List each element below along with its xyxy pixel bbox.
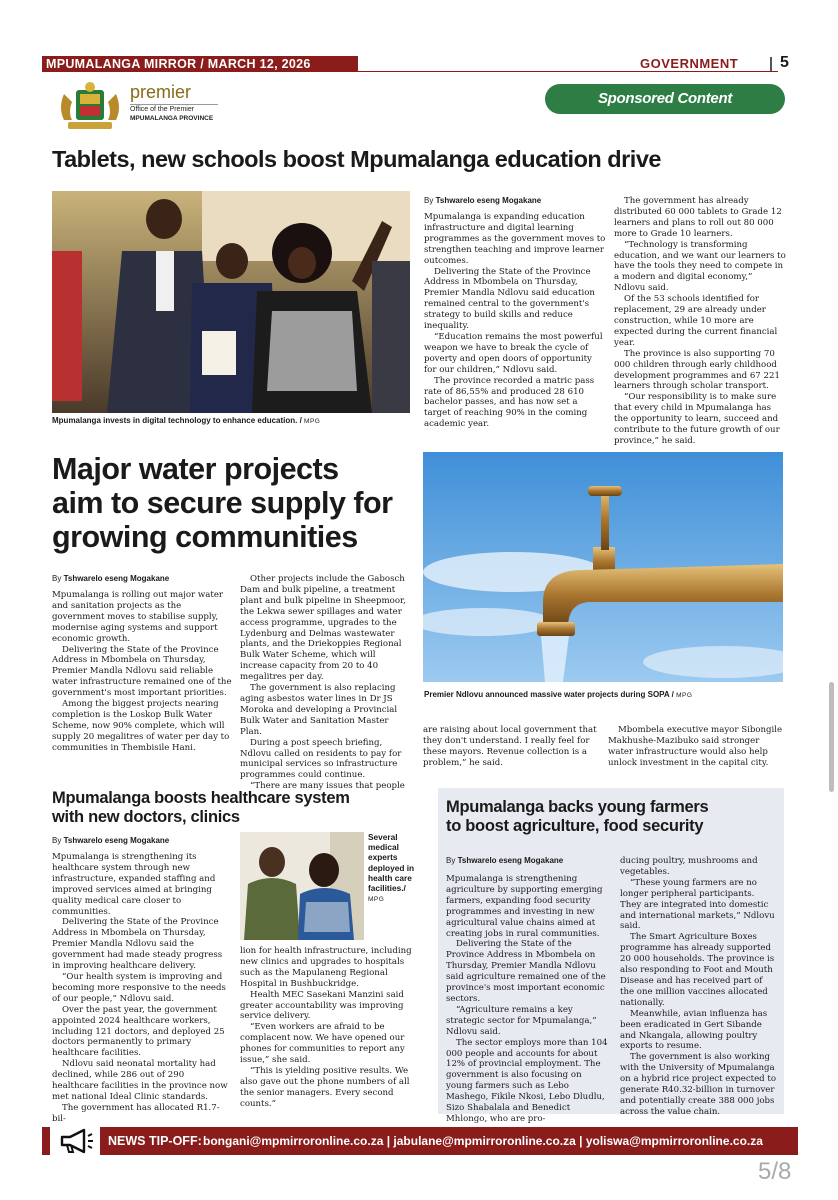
a3-byline-prefix: By xyxy=(52,836,62,845)
a4-c2-p5: The government is also working with the University of Mpumalanga on a hybrid rice project expected to generate R40.32-billion in turnover and potentially create 388 000 jobs across the value chain. xyxy=(620,1052,777,1117)
a4-c1-p4: The sector employs more than 104 000 people and accounts for about 12% of provincial employment. The government is also focusing on young farmers such as Lebo Mashego, Fikile Nkosi, Lebo Dludlu, Sizo Shabalala and Benedict Mhlongo, who are pro- xyxy=(446,1037,608,1124)
a1-c2-p1: The government has already distributed 60 000 tablets to Grade 12 learners and plans to roll out 80 000 more to Grade 10 learners. xyxy=(614,196,782,239)
footer-label: NEWS TIP-OFF: xyxy=(108,1134,202,1148)
sponsored-badge: Sponsored Content xyxy=(545,84,785,114)
a2-byline xyxy=(52,574,169,583)
masthead-title: MPUMALANGA MIRROR / MARCH 12, 2026 xyxy=(46,57,311,71)
page-number: 5 xyxy=(780,54,789,71)
a3-c1-p6: The government has allocated R1.7-bil- xyxy=(52,1102,220,1124)
a2-c1-p1: Mpumalanga is rolling out major water and sanitation projects as the government moves to stabilise supply, modernise aging systems and support economic growth. xyxy=(52,590,224,644)
a3-caption-credit: MPG xyxy=(368,896,385,904)
a2-c1-p3: Among the biggest projects nearing completion is the Loskop Bulk Water Scheme, now 90% complete, which will supply 20 megalitres of water per day to communities in Thembisile Hani. xyxy=(52,699,230,753)
a2-caption-text: Premier Ndlovu announced massive water projects during SOPA xyxy=(424,690,670,699)
a4-c2-p1: ducing poultry, mushrooms and vegetables. xyxy=(620,856,758,877)
a3-c2-p4: “This is yielding positive results. We also gave out the phone numbers of all the senior managers. Every second counts.” xyxy=(240,1065,410,1109)
a1-c2-p5: “Our responsibility is to make sure that every child in Mpumalanga has the opportunity to learn, succeed and contribute to the future growth of our province,” he said. xyxy=(614,392,780,446)
a4-headline-line-1: Mpumalanga backs young farmers xyxy=(446,798,709,816)
a1-caption: Mpumalanga invests in digital technology to enhance education. / MPG xyxy=(52,416,321,425)
a2-caption-credit: MPG xyxy=(676,692,693,699)
a4-column-1 xyxy=(446,874,608,1125)
logo-divider xyxy=(130,104,218,105)
a2-column-1 xyxy=(52,590,232,754)
a3-column-2 xyxy=(240,946,422,1110)
a2-caption: Premier Ndlovu announced massive water projects during SOPA / MPG xyxy=(424,690,693,699)
a3-c1-p4: Over the past year, the government appointed 2024 healthcare workers, including 121 doctors, and deployed 25 doctors permanently to primary healthcare facilities. xyxy=(52,1004,225,1059)
a2-photo xyxy=(423,452,783,682)
a1-caption-credit: MPG xyxy=(304,418,321,425)
a3-headline-line-2: with new doctors, clinics xyxy=(52,808,240,826)
a3-c1-p1: Mpumalanga is strengthening its healthcare system through new infrastructure, expanded staffing and improved services aimed at bringing quality medical care closer to communities. xyxy=(52,852,216,917)
a4-c1-p2: Delivering the State of the Province Address in Mbombela on Thursday, Premier Mandla Ndlovu said agriculture remained one of the province's most important economic sectors. xyxy=(446,939,606,1004)
a4-byline-prefix: By xyxy=(446,856,456,865)
a2-c2-p4: “There are many issues that people xyxy=(250,781,405,792)
a2-c2-p2: The government is also replacing aging asbestos water lines in Dr JS Moroka and developing a Provincial Bulk Water and Sanitation Master Plan. xyxy=(240,683,398,737)
a3-c2-p1: lion for health infrastructure, including new clinics and upgrades to hospitals such as the Mapulaneng Regional Hospital in Bushbuckridge. xyxy=(240,946,412,989)
logo-province-line: MPUMALANGA PROVINCE xyxy=(130,115,214,122)
logo-word: premier xyxy=(130,82,192,102)
a3-c2-p3: “Even workers are afraid to be complacent now. We have opened our phones for communities to report any issue,” she said. xyxy=(240,1022,405,1066)
a1-column-2 xyxy=(614,196,786,447)
a4-byline xyxy=(446,856,563,865)
page-counter: 5/8 xyxy=(758,1158,792,1185)
a1-caption-text: Mpumalanga invests in digital technology to enhance education. xyxy=(52,416,298,425)
a1-c2-p3: Of the 53 schools identified for replacement, 29 are already under construction, while 10 more are expected during the current financial year. xyxy=(614,294,778,348)
megaphone-icon xyxy=(58,1128,94,1154)
a3-byline xyxy=(52,836,169,845)
a4-headline-line-2: to boost agriculture, food security xyxy=(446,817,704,835)
a2-c4-p1: Mbombela executive mayor Sibongile Makhushe-Mazibuko said stronger water infrastructure would also help unlock investment in the capital city. xyxy=(608,725,783,768)
a4-headline xyxy=(446,798,780,836)
a4-c1-p1: Mpumalanga is strengthening agriculture by supporting emerging farmers, expanding food security programmes and investing in new agricultural value chains aimed at creating jobs in rural communities. xyxy=(446,874,603,939)
a1-byline-name: Tshwarelo eseng Mogakane xyxy=(435,196,542,205)
a1-byline xyxy=(424,196,541,205)
scrollbar-thumb[interactable] xyxy=(829,682,834,792)
a3-caption: Several medical experts deployed in health care facilities./ MPG xyxy=(368,832,415,904)
a2-byline-name: Tshwarelo eseng Mogakane xyxy=(63,574,170,583)
a3-caption-text: Several medical experts deployed in health care facilities. xyxy=(368,832,415,894)
a1-c1-p4: The province recorded a matric pass rate of 86,55% and produced 28 610 bachelor passes, and has now set a target of reaching 90% in the coming academic year. xyxy=(424,375,595,430)
a1-c1-p2: Delivering the State of the Province Address in Mbombela on Thursday, Premier Mandla Ndlovu said education remained central to the government's strategy to build skills and reduce inequality. xyxy=(424,266,595,332)
a2-c3-p1: are raising about local government that they don't understand. I really feel for these mayors. Revenue collection is a problem,” he said. xyxy=(423,725,597,768)
a2-column-4 xyxy=(608,725,783,769)
a1-byline-prefix: By xyxy=(424,196,434,205)
a2-c2-p1: Other projects include the Gabosch Dam and bulk pipeline, a treatment plant and bulk pipeline in Sheepmoor, the Lekwa sewer spillages and water access programme, upgrades to the Lydenburg and Delmas wastewater plants, and the Driekoppies Regional Bulk Water Scheme, which will increase capacity from 20 to 40 megalitres per day. xyxy=(240,574,406,683)
logo-office-line: Office of the Premier xyxy=(130,106,195,113)
a2-headline-line-3: growing communities xyxy=(52,520,358,554)
a1-column-1 xyxy=(424,212,606,430)
a4-c1-p3: “Agriculture remains a key strategic sector for Mpumalanga,” Ndlovu said. xyxy=(446,1004,597,1037)
a3-c1-p5: Ndlovu said neonatal mortality had declined, while 286 out of 290 healthcare facilities in the province now met national Ideal Clinic standards. xyxy=(52,1059,228,1102)
a3-c1-p3: “Our health system is improving and becoming more responsive to the needs of our people,” Ndlovu said. xyxy=(52,971,226,1004)
a2-c2-p3: During a post speech briefing, Ndlovu called on residents to pay for municipal services so infrastructure programmes could continue. xyxy=(240,737,402,781)
a1-photo xyxy=(52,191,410,413)
a3-photo xyxy=(240,832,364,940)
a3-headline-line-1: Mpumalanga boosts healthcare system xyxy=(52,789,350,807)
a1-headline: Tablets, new schools boost Mpumalanga education drive xyxy=(52,146,661,172)
a4-column-2 xyxy=(620,856,778,1118)
a4-byline-name: Tshwarelo eseng Mogakane xyxy=(457,856,564,865)
a1-c2-p4: The province is also supporting 70 000 children through early childhood development programmes and 67 221 learners through scholar transport. xyxy=(614,348,780,392)
section-divider xyxy=(770,57,772,71)
a3-c1-p2: Delivering the State of the Province Address in Mbombela on Thursday, Premier Mandla Ndlovu said the government had made steady progress in improving healthcare delivery. xyxy=(52,917,223,972)
a4-c2-p4: Meanwhile, avian influenza has been eradicated in Gert Sibande and Nkangala, allowing poultry exports to resume. xyxy=(620,1008,768,1052)
a1-c1-p1: Mpumalanga is expanding education infrastructure and digital learning programmes as the government moves to strengthen teaching and improve learner outcomes. xyxy=(424,212,606,266)
section-label: GOVERNMENT xyxy=(640,56,739,71)
a2-headline-line-2: aim to secure supply for xyxy=(52,486,393,520)
a2-column-2 xyxy=(240,574,412,792)
a2-c1-p2: Delivering the State of the Province Address in Mbombela on Thursday, Premier Mandla Ndlovu said reliable water infrastructure remained one of the government's most important priorities. xyxy=(52,644,232,699)
a2-byline-prefix: By xyxy=(52,574,62,583)
coat-of-arms-logo xyxy=(54,80,126,132)
a1-c2-p2: “Technology is transforming education, and we want our learners to have the tools they need to compete in a modern and digital economy,” Ndlovu said. xyxy=(614,239,786,294)
masthead-rule xyxy=(358,71,778,72)
a2-headline xyxy=(52,452,412,554)
a1-c1-p3: “Education remains the most powerful weapon we have to break the cycle of poverty and open doors of opportunity for our children,” Ndlovu said. xyxy=(424,331,603,375)
a4-c2-p3: The Smart Agriculture Boxes programme has already supported 20 000 households. The province is also responding to Foot and Mouth Disease and has received part of the one million vaccines allocated nationally. xyxy=(620,932,775,1008)
a2-column-3 xyxy=(423,725,598,769)
a3-c2-p2: Health MEC Sasekani Manzini said greater accountability was improving service delivery. xyxy=(240,989,404,1022)
a3-headline xyxy=(52,789,422,827)
a3-byline-name: Tshwarelo eseng Mogakane xyxy=(63,836,170,845)
a3-column-1 xyxy=(52,852,232,1125)
a2-headline-line-1: Major water projects xyxy=(52,452,339,486)
footer-emails[interactable]: bongani@mpmirroronline.co.za | jabulane@mpmirroronline.co.za | yoliswa@mpmirroronline.co.za xyxy=(203,1134,763,1148)
a4-c2-p2: “These young farmers are no longer peripheral participants. They are integrated into domestic and international markets,” Ndlovu said. xyxy=(620,877,775,932)
